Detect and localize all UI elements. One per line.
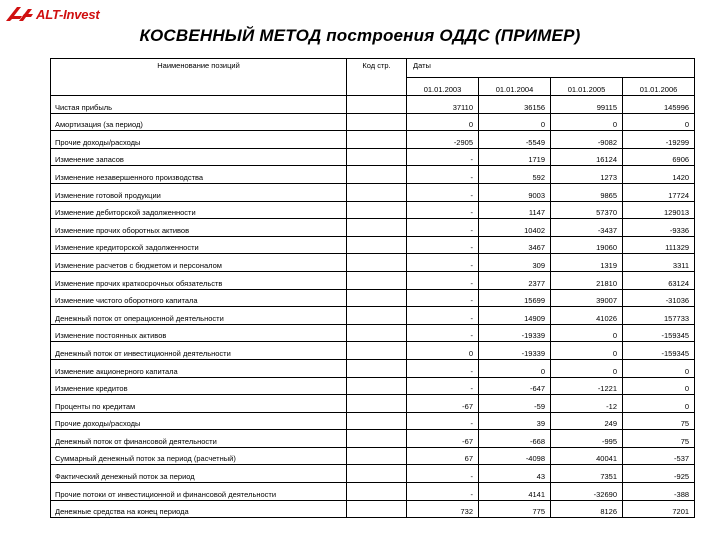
value-cell: 0 <box>479 359 551 377</box>
table-row <box>51 447 695 465</box>
value-cell: -537 <box>623 447 695 465</box>
table-row <box>51 395 695 413</box>
value-cell: - <box>407 236 479 254</box>
value-cell: 99115 <box>551 96 623 114</box>
date-header: 01.01.2006 <box>623 78 695 96</box>
cash-flow-table <box>50 58 695 518</box>
value-cell: - <box>407 289 479 307</box>
value-cell: 67 <box>407 447 479 465</box>
header-row <box>51 59 695 78</box>
row-label: Прочие доходы/расходы <box>51 131 347 149</box>
value-cell: -388 <box>623 483 695 501</box>
table-row <box>51 307 695 325</box>
table-row <box>51 430 695 448</box>
table-row <box>51 483 695 501</box>
row-code <box>347 359 407 377</box>
value-cell: 157733 <box>623 307 695 325</box>
value-cell: 0 <box>407 113 479 131</box>
table-row <box>51 201 695 219</box>
value-cell: - <box>407 166 479 184</box>
value-cell: -12 <box>551 395 623 413</box>
value-cell: -19339 <box>479 324 551 342</box>
value-cell: 63124 <box>623 271 695 289</box>
row-label: Денежный поток от инвестиционной деятельности <box>51 342 347 360</box>
row-label: Денежные средства на конец периода <box>51 500 347 518</box>
value-cell: 0 <box>551 359 623 377</box>
col-header-dates: Даты <box>407 59 695 78</box>
page-title: КОСВЕННЫЙ МЕТОД построения ОДДС (ПРИМЕР) <box>139 26 581 45</box>
row-code <box>347 254 407 272</box>
row-label: Амортизация (за период) <box>51 113 347 131</box>
value-cell: -647 <box>479 377 551 395</box>
value-cell: 592 <box>479 166 551 184</box>
value-cell: 75 <box>623 430 695 448</box>
value-cell: 1719 <box>479 148 551 166</box>
value-cell: - <box>407 483 479 501</box>
value-cell: 0 <box>551 342 623 360</box>
table-row <box>51 465 695 483</box>
row-label: Денежный поток от операционной деятельности <box>51 307 347 325</box>
value-cell: - <box>407 254 479 272</box>
value-cell: 0 <box>551 113 623 131</box>
row-label: Изменение дебиторской задолженности <box>51 201 347 219</box>
value-cell: 37110 <box>407 96 479 114</box>
table-row <box>51 342 695 360</box>
value-cell: 21810 <box>551 271 623 289</box>
value-cell: - <box>407 271 479 289</box>
value-cell: 41026 <box>551 307 623 325</box>
row-label: Суммарный денежный поток за период (расчетный) <box>51 447 347 465</box>
value-cell: -1221 <box>551 377 623 395</box>
table-row <box>51 271 695 289</box>
row-code <box>347 166 407 184</box>
row-label: Изменение акционерного капитала <box>51 359 347 377</box>
value-cell: 39007 <box>551 289 623 307</box>
value-cell: 1273 <box>551 166 623 184</box>
company-logo <box>4 4 100 24</box>
value-cell: 732 <box>407 500 479 518</box>
value-cell: 9865 <box>551 183 623 201</box>
row-label: Изменение прочих краткосрочных обязательств <box>51 271 347 289</box>
value-cell: 0 <box>623 113 695 131</box>
row-code <box>347 395 407 413</box>
row-label: Проценты по кредитам <box>51 395 347 413</box>
value-cell: 19060 <box>551 236 623 254</box>
row-label: Фактический денежный поток за период <box>51 465 347 483</box>
row-label: Изменение чистого оборотного капитала <box>51 289 347 307</box>
table-row <box>51 183 695 201</box>
value-cell: 7351 <box>551 465 623 483</box>
value-cell: 111329 <box>623 236 695 254</box>
row-label: Денежный поток от финансовой деятельности <box>51 430 347 448</box>
row-code <box>347 219 407 237</box>
value-cell: -159345 <box>623 324 695 342</box>
value-cell: 0 <box>479 113 551 131</box>
value-cell: - <box>407 219 479 237</box>
row-code <box>347 500 407 518</box>
dates-row <box>51 78 695 96</box>
value-cell: -59 <box>479 395 551 413</box>
table-row <box>51 324 695 342</box>
row-code <box>347 201 407 219</box>
row-label: Изменение готовой продукции <box>51 183 347 201</box>
table-row <box>51 412 695 430</box>
value-cell: -3437 <box>551 219 623 237</box>
date-header: 01.01.2004 <box>479 78 551 96</box>
row-code <box>347 324 407 342</box>
value-cell: 0 <box>551 324 623 342</box>
value-cell: 0 <box>407 342 479 360</box>
row-code <box>347 412 407 430</box>
col-header-code-spacer <box>347 78 407 96</box>
row-label: Изменение кредиторской задолженности <box>51 236 347 254</box>
row-label: Чистая прибыль <box>51 96 347 114</box>
row-code <box>347 377 407 395</box>
value-cell: - <box>407 465 479 483</box>
row-code <box>347 183 407 201</box>
table-row <box>51 254 695 272</box>
value-cell: 7201 <box>623 500 695 518</box>
table-row <box>51 113 695 131</box>
value-cell: 39 <box>479 412 551 430</box>
row-label: Прочие доходы/расходы <box>51 412 347 430</box>
value-cell: 129013 <box>623 201 695 219</box>
value-cell: - <box>407 183 479 201</box>
value-cell: 1147 <box>479 201 551 219</box>
value-cell: 0 <box>623 377 695 395</box>
value-cell: 10402 <box>479 219 551 237</box>
row-label: Изменение постоянных активов <box>51 324 347 342</box>
row-code <box>347 483 407 501</box>
row-label: Изменение прочих оборотных активов <box>51 219 347 237</box>
value-cell: 0 <box>623 395 695 413</box>
col-header-name: Наименование позиций <box>51 59 347 78</box>
value-cell: 57370 <box>551 201 623 219</box>
row-label: Прочие потоки от инвестиционной и финансовой деятельности <box>51 483 347 501</box>
value-cell: 6906 <box>623 148 695 166</box>
date-header: 01.01.2005 <box>551 78 623 96</box>
value-cell: 43 <box>479 465 551 483</box>
row-code <box>347 131 407 149</box>
row-code <box>347 342 407 360</box>
row-code <box>347 236 407 254</box>
row-code <box>347 271 407 289</box>
value-cell: - <box>407 377 479 395</box>
value-cell: 9003 <box>479 183 551 201</box>
table-row <box>51 148 695 166</box>
value-cell: 14909 <box>479 307 551 325</box>
value-cell: -5549 <box>479 131 551 149</box>
row-code <box>347 289 407 307</box>
value-cell: -925 <box>623 465 695 483</box>
value-cell: 40041 <box>551 447 623 465</box>
value-cell: 2377 <box>479 271 551 289</box>
value-cell: 1420 <box>623 166 695 184</box>
value-cell: - <box>407 359 479 377</box>
value-cell: -19299 <box>623 131 695 149</box>
value-cell: -31036 <box>623 289 695 307</box>
value-cell: -67 <box>407 395 479 413</box>
value-cell: -19339 <box>479 342 551 360</box>
value-cell: 8126 <box>551 500 623 518</box>
value-cell: - <box>407 412 479 430</box>
value-cell: 3467 <box>479 236 551 254</box>
row-code <box>347 307 407 325</box>
value-cell: -9336 <box>623 219 695 237</box>
table-row <box>51 377 695 395</box>
row-label: Изменение кредитов <box>51 377 347 395</box>
table-row <box>51 96 695 114</box>
value-cell: 15699 <box>479 289 551 307</box>
value-cell: - <box>407 148 479 166</box>
value-cell: -4098 <box>479 447 551 465</box>
col-header-code: Код стр. <box>347 59 407 78</box>
row-code <box>347 113 407 131</box>
value-cell: - <box>407 324 479 342</box>
table-row <box>51 236 695 254</box>
row-code <box>347 447 407 465</box>
table-row <box>51 289 695 307</box>
table-row <box>51 500 695 518</box>
value-cell: -668 <box>479 430 551 448</box>
value-cell: 4141 <box>479 483 551 501</box>
value-cell: -995 <box>551 430 623 448</box>
value-cell: 16124 <box>551 148 623 166</box>
row-code <box>347 465 407 483</box>
value-cell: 17724 <box>623 183 695 201</box>
row-label: Изменение запасов <box>51 148 347 166</box>
table-row <box>51 131 695 149</box>
logo-text: ALT-Invest <box>36 6 100 22</box>
value-cell: -9082 <box>551 131 623 149</box>
value-cell: -159345 <box>623 342 695 360</box>
table-row <box>51 166 695 184</box>
value-cell: 249 <box>551 412 623 430</box>
table-row <box>51 359 695 377</box>
value-cell: 75 <box>623 412 695 430</box>
row-code <box>347 96 407 114</box>
value-cell: 1319 <box>551 254 623 272</box>
value-cell: 3311 <box>623 254 695 272</box>
row-code <box>347 148 407 166</box>
value-cell: - <box>407 307 479 325</box>
value-cell: -2905 <box>407 131 479 149</box>
row-code <box>347 430 407 448</box>
table-row <box>51 219 695 237</box>
value-cell: 309 <box>479 254 551 272</box>
value-cell: -67 <box>407 430 479 448</box>
value-cell: - <box>407 201 479 219</box>
value-cell: 36156 <box>479 96 551 114</box>
value-cell: 145996 <box>623 96 695 114</box>
col-header-name-spacer <box>51 78 347 96</box>
value-cell: 775 <box>479 500 551 518</box>
date-header: 01.01.2003 <box>407 78 479 96</box>
row-label: Изменение расчетов с бюджетом и персоналом <box>51 254 347 272</box>
value-cell: 0 <box>623 359 695 377</box>
row-label: Изменение незавершенного производства <box>51 166 347 184</box>
value-cell: -32690 <box>551 483 623 501</box>
alt-invest-logo-icon <box>4 5 34 23</box>
